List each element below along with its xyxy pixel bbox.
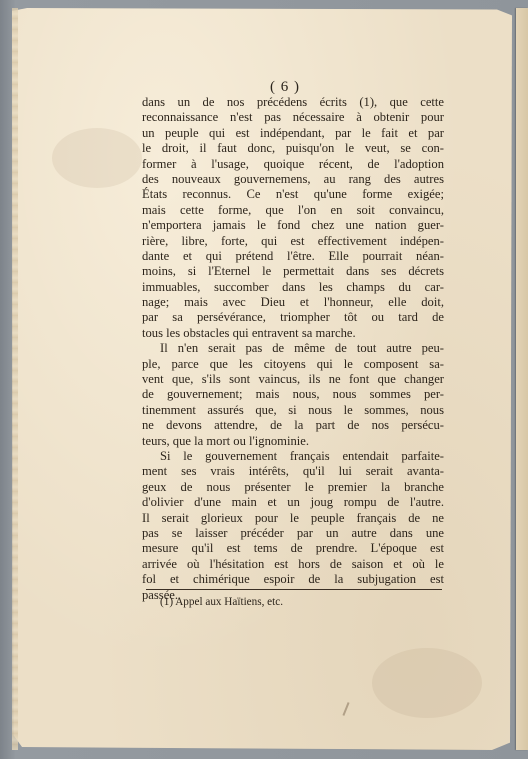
text-line: par sa persévérance, triompher tôt ou tard de bbox=[142, 310, 444, 325]
text-line: de gouvernement; mais nous, nous sommes per- bbox=[142, 387, 444, 402]
text-line: rière, libre, forte, qui est effectivement indépen- bbox=[142, 233, 444, 248]
text-line: ne devons attendre, de la part de nos persécu- bbox=[142, 418, 444, 433]
text-line: Si le gouvernement français entendait parfaite- bbox=[160, 448, 444, 463]
text-line: vent que, s'ils sont vaincus, ils ne font que changer bbox=[142, 372, 444, 387]
text-line: Il n'en serait pas de même de tout autre peu- bbox=[160, 341, 444, 356]
page-left-edge bbox=[12, 8, 18, 750]
paper-stain bbox=[372, 648, 482, 718]
text-line: immuables, succomber dans les champs du car- bbox=[142, 279, 444, 294]
text-line: tous les obstacles qui entravent sa marche. bbox=[142, 325, 356, 340]
text-line: le droit, il faut donc, puisqu'on le veut, se con- bbox=[142, 141, 444, 156]
footnote: (1) Appel aux Haïtiens, etc. bbox=[160, 596, 284, 608]
paper-stain bbox=[52, 128, 142, 188]
text-line: États reconnus. Ce n'est qu'une forme exigée; bbox=[142, 187, 444, 202]
footnote-rule bbox=[146, 589, 442, 590]
text-line: d'olivier d'une main et un joug rompu de l'autre. bbox=[142, 495, 444, 510]
text-line: nage; mais avec Dieu et l'honneur, elle doit, bbox=[142, 295, 444, 310]
text-line: reconnaissance n'est pas nécessaire à obtenir pour bbox=[142, 110, 444, 125]
text-line: dante et qui prétend l'être. Elle pourrait néan- bbox=[142, 248, 444, 263]
text-line: teurs, que la mort ou l'ignominie. bbox=[142, 433, 310, 448]
text-line: Il serait glorieux pour le peuple français de ne bbox=[142, 510, 444, 525]
text-line: dans un de nos précédens écrits (1), que cette bbox=[142, 95, 444, 109]
text-line: tinemment assurés que, si nous le sommes, nous bbox=[142, 402, 444, 417]
text-line: pas se laisser précéder par un autre dans une bbox=[142, 525, 444, 540]
text-line: passée. bbox=[142, 587, 179, 602]
text-line: n'emportera jamais le fond chez une nation guer- bbox=[142, 218, 444, 233]
page-number: ( 6 ) bbox=[270, 79, 300, 95]
text-line: ment ses vrais intérêts, qu'il lui serait avanta- bbox=[142, 464, 444, 479]
text-line: arrivée où l'hésitation est hors de saison et où le bbox=[142, 556, 444, 571]
text-line: moins, si l'Eternel le permettait dans ses décrets bbox=[142, 264, 444, 279]
body-text bbox=[142, 95, 444, 603]
text-line: un peuple qui est indépendant, par le fait et par bbox=[142, 125, 444, 140]
text-line: former à l'usage, quoique récent, de l'adoption bbox=[142, 156, 444, 171]
next-page-edge bbox=[516, 8, 528, 750]
text-line: ple, parce que les citoyens qui le composent sa- bbox=[142, 356, 444, 371]
text-line: geux de nous présenter le premier la branche bbox=[142, 479, 444, 494]
text-line: mais cette forme, que l'on en soit convaincu, bbox=[142, 202, 444, 217]
text-line: fol et chimérique espoir de la subjugation est bbox=[142, 572, 444, 587]
text-line: des nouveaux gouvernemens, au rang des autres bbox=[142, 171, 444, 186]
text-line: mesure qu'il est tems de prendre. L'époque est bbox=[142, 541, 444, 556]
